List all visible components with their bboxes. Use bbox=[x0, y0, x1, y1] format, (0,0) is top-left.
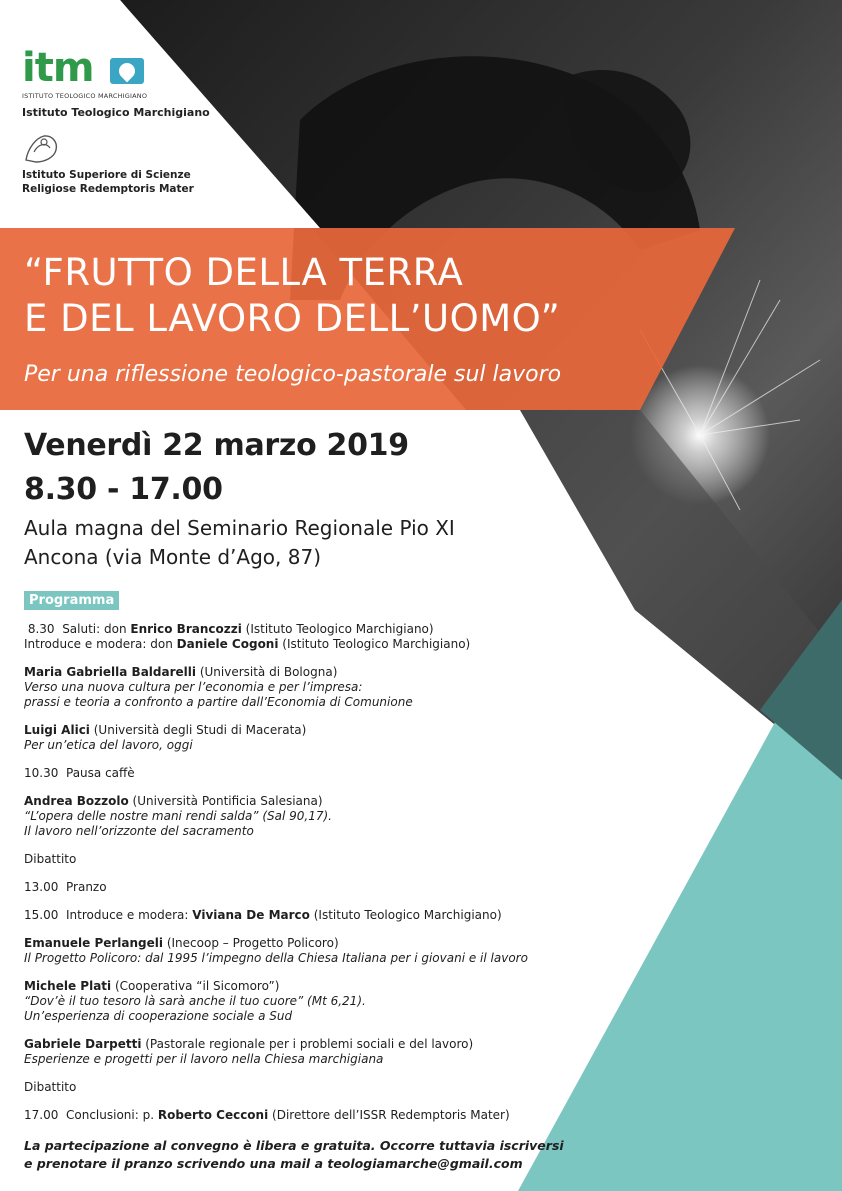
event-venue-line2: Ancona (via Monte d’Ago, 87) bbox=[24, 545, 321, 569]
itm-logo-letters: itm bbox=[22, 45, 94, 91]
program-item: Emanuele Perlangeli (Inecoop – Progetto Policoro) Il Progetto Policoro: dal 1995 l’impegno della Chiesa Italiana per i giovani e il lavoro bbox=[24, 936, 528, 965]
program-item: Andrea Bozzolo (Università Pontificia Salesiana) “L’opera delle nostre mani rendi salda” (Sal 90,17). Il lavoro nell’orizzonte del sacramento bbox=[24, 794, 332, 838]
registration-note-line1: La partecipazione al convegno è libera e gratuita. Occorre tuttavia iscriversi bbox=[24, 1138, 564, 1153]
item-time: 10.30 bbox=[24, 766, 59, 780]
talk-title: “Dov’è il tuo tesoro là sarà anche il tuo cuore” (Mt 6,21). bbox=[24, 994, 366, 1008]
talk-title: Esperienze e progetti per il lavoro nella Chiesa marchigiana bbox=[24, 1052, 384, 1066]
item-time: 15.00 bbox=[24, 908, 59, 922]
itm-logo-block bbox=[22, 46, 210, 119]
talk-title: Verso una nuova cultura per l’economia e per l’impresa: bbox=[24, 680, 363, 694]
issr-logo-icon bbox=[22, 130, 62, 166]
program-item: 17.00 Conclusioni: p. Roberto Cecconi (Direttore dell’ISSR Redemptoris Mater) bbox=[24, 1108, 510, 1122]
itm-logo bbox=[22, 45, 148, 102]
speaker-name: Gabriele Darpetti bbox=[24, 1037, 142, 1051]
itm-caption: Istituto Teologico Marchigiano bbox=[22, 106, 210, 119]
talk-title: Un’esperienza di cooperazione sociale a Sud bbox=[24, 1009, 293, 1023]
page-subtitle: Per una riflessione teologico-pastorale sul lavoro bbox=[24, 362, 562, 387]
item-time: 17.00 bbox=[24, 1108, 59, 1122]
dove-icon bbox=[110, 58, 144, 84]
talk-title: “L’opera delle nostre mani rendi salda” (Sal 90,17). bbox=[24, 809, 332, 823]
speaker-name: Andrea Bozzolo bbox=[24, 794, 129, 808]
title-line2: E DEL LAVORO DELL’UOMO” bbox=[24, 297, 561, 340]
issr-logo-block bbox=[22, 130, 194, 196]
item-time: 8.30 bbox=[27, 622, 55, 636]
program-item: Gabriele Darpetti (Pastorale regionale per i problemi sociali e del lavoro) Esperienze e progetti per il lavoro nella Chiesa marchigiana bbox=[24, 1037, 474, 1066]
registration-note-line2: e prenotare il pranzo scrivendo una mail a teologiamarche@gmail.com bbox=[24, 1156, 523, 1171]
program-item: Maria Gabriella Baldarelli (Università di Bologna) Verso una nuova cultura per l’economia e per l’impresa: prassi e teoria a confronto a partire dall’Economia di Comunione bbox=[24, 665, 413, 709]
program-item: Dibattito bbox=[24, 852, 77, 866]
program-item: Michele Plati (Cooperativa “il Sicomoro”) “Dov’è il tuo tesoro là sarà anche il tuo cuore” (Mt 6,21). Un’esperienza di cooperazione sociale a Sud bbox=[24, 979, 366, 1023]
itm-logo-subtext: ISTITUTO TEOLOGICO MARCHIGIANO bbox=[22, 92, 148, 100]
event-time: 8.30 - 17.00 bbox=[24, 472, 223, 507]
event-venue-line1: Aula magna del Seminario Regionale Pio XI bbox=[24, 516, 455, 540]
speaker-name: Enrico Brancozzi bbox=[130, 622, 242, 636]
talk-title: Per un’etica del lavoro, oggi bbox=[24, 738, 193, 752]
talk-title: Il Progetto Policoro: dal 1995 l’impegno della Chiesa Italiana per i giovani e il lavoro bbox=[24, 951, 528, 965]
speaker-name: Luigi Alici bbox=[24, 723, 90, 737]
talk-title: Il lavoro nell’orizzonte del sacramento bbox=[24, 824, 254, 838]
registration-note bbox=[24, 1137, 564, 1173]
issr-caption-line1: Istituto Superiore di Scienze bbox=[22, 169, 191, 181]
title-line1: “FRUTTO DELLA TERRA bbox=[24, 251, 464, 294]
speaker-name: Maria Gabriella Baldarelli bbox=[24, 665, 196, 679]
program-item: 15.00 Introduce e modera: Viviana De Marco (Istituto Teologico Marchigiano) bbox=[24, 908, 502, 922]
speaker-name: Viviana De Marco bbox=[192, 908, 310, 922]
issr-caption-line2: Religiose Redemptoris Mater bbox=[22, 183, 194, 195]
speaker-name: Michele Plati bbox=[24, 979, 112, 993]
speaker-name: Emanuele Perlangeli bbox=[24, 936, 164, 950]
event-date: Venerdì 22 marzo 2019 bbox=[24, 428, 409, 463]
program-item: 13.00 Pranzo bbox=[24, 880, 107, 894]
item-time: 13.00 bbox=[24, 880, 59, 894]
program-item: Luigi Alici (Università degli Studi di Macerata) Per un’etica del lavoro, oggi bbox=[24, 723, 307, 752]
program-item: Dibattito bbox=[24, 1080, 77, 1094]
program-item: 10.30 Pausa caffè bbox=[24, 766, 135, 780]
page-title bbox=[24, 250, 560, 342]
speaker-name: Roberto Cecconi bbox=[157, 1108, 269, 1122]
issr-caption bbox=[22, 168, 194, 196]
program-item: 8.30 Saluti: don Enrico Brancozzi (Istituto Teologico Marchigiano) Introduce e modera: don Daniele Cogoni (Istituto Teologico Marchigiano) bbox=[24, 622, 471, 651]
program-list bbox=[24, 622, 564, 1136]
talk-title: prassi e teoria a confronto a partire dall’Economia di Comunione bbox=[24, 695, 413, 709]
speaker-name: Daniele Cogoni bbox=[176, 637, 279, 651]
programma-badge: Programma bbox=[24, 591, 119, 610]
